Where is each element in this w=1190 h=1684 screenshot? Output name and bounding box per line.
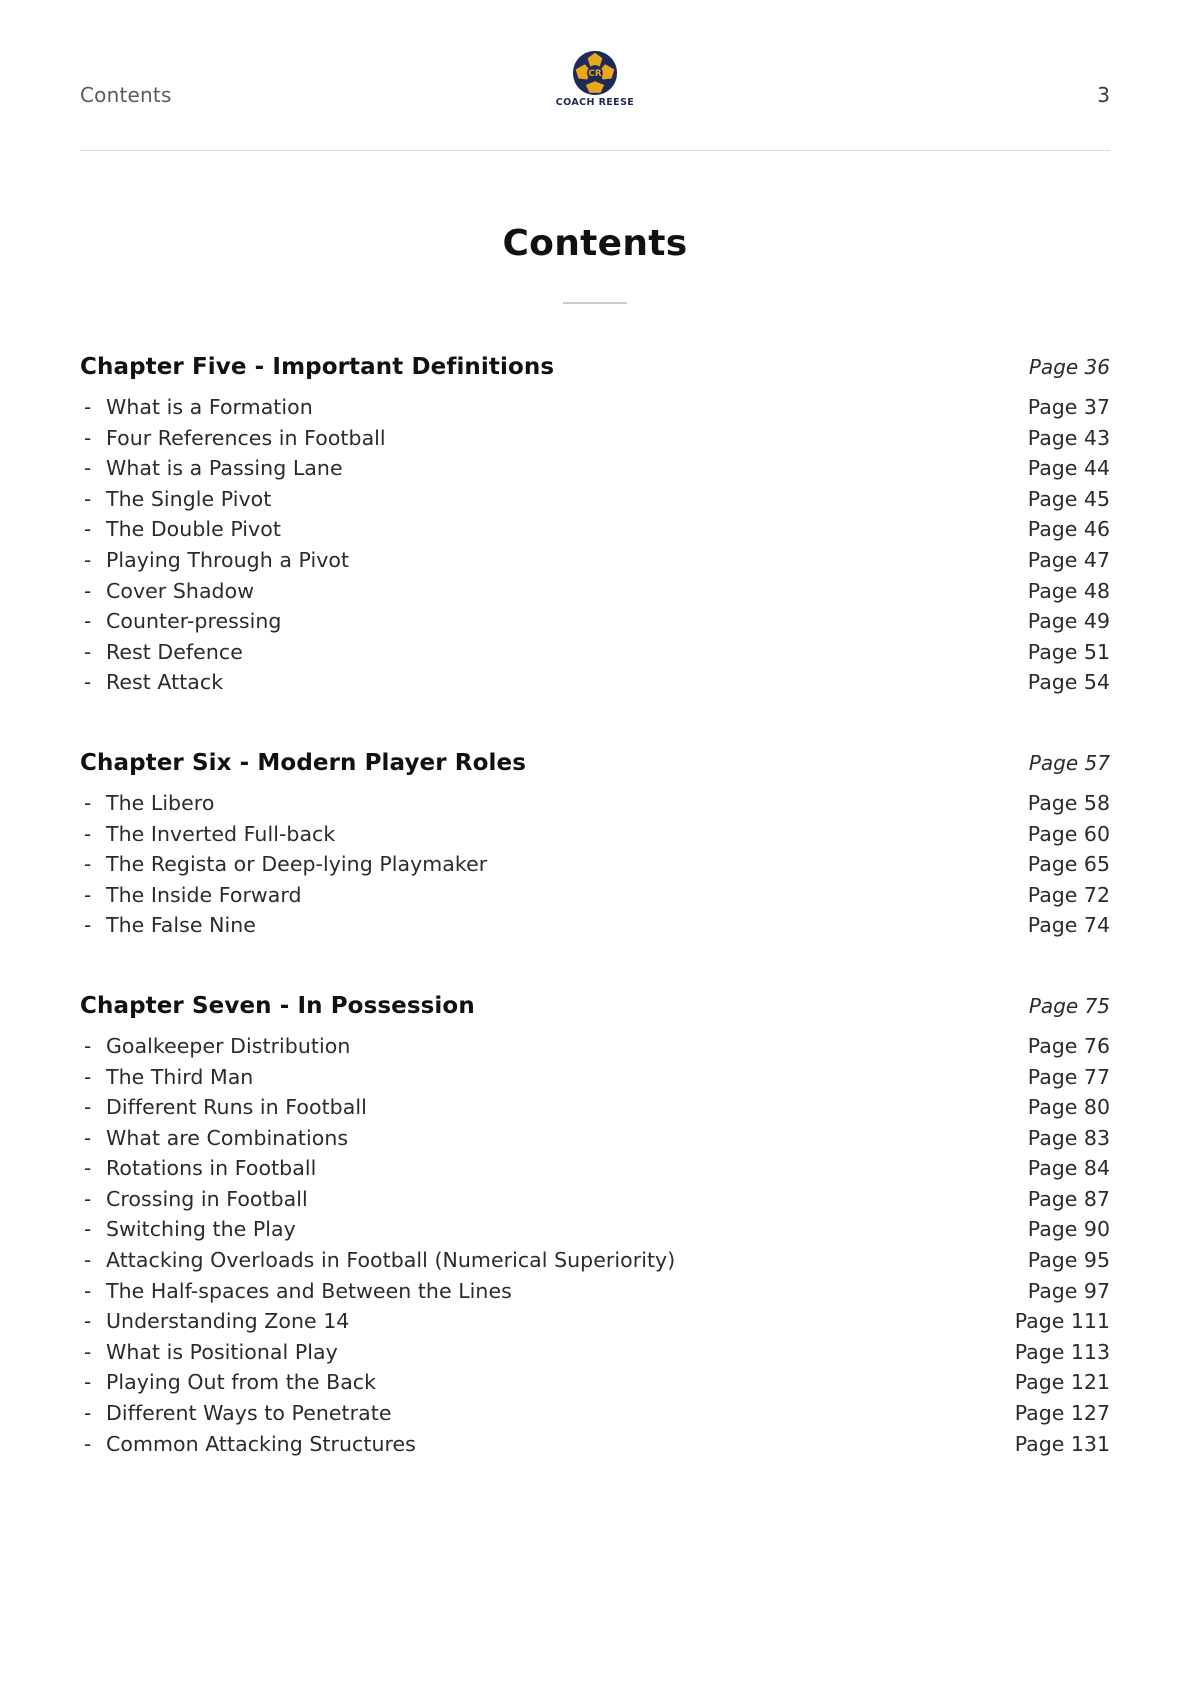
bullet-dash-icon: - — [84, 517, 92, 542]
toc-entry-label: The Half-spaces and Between the Lines — [106, 1278, 512, 1303]
toc-entry-page: Page 83 — [1027, 1125, 1110, 1150]
toc-entry-page: Page 97 — [1027, 1278, 1110, 1303]
toc-entry-page: Page 60 — [1027, 821, 1110, 846]
toc-entry-label: Counter-pressing — [106, 609, 282, 634]
toc-entry-label: The Inverted Full-back — [106, 821, 336, 846]
toc-entry-left — [80, 1337, 338, 1368]
toc-entry-left — [80, 788, 214, 819]
toc-entry-label: What is a Passing Lane — [106, 456, 343, 481]
chapter-block — [80, 993, 1110, 1459]
toc-entry-page: Page 72 — [1027, 882, 1110, 907]
bullet-dash-icon: - — [84, 639, 92, 664]
toc-entry[interactable] — [80, 1337, 1110, 1368]
chapter-entry-list — [80, 1031, 1110, 1459]
toc-entry-page: Page 65 — [1027, 852, 1110, 877]
bullet-dash-icon: - — [84, 1309, 92, 1334]
toc-entry[interactable] — [80, 484, 1110, 515]
bullet-dash-icon: - — [84, 456, 92, 481]
chapter-entry-list — [80, 392, 1110, 698]
chapter-entry-list — [80, 788, 1110, 941]
toc-entry[interactable] — [80, 1031, 1110, 1062]
toc-entry[interactable] — [80, 1245, 1110, 1276]
toc-entry-label: The Inside Forward — [106, 882, 302, 907]
toc-entry-page: Page 77 — [1027, 1064, 1110, 1089]
bullet-dash-icon: - — [84, 578, 92, 603]
toc-entry-page: Page 43 — [1027, 425, 1110, 450]
chapter-heading[interactable] — [80, 750, 1110, 776]
bullet-dash-icon: - — [84, 1064, 92, 1089]
toc-entry-left — [80, 423, 386, 454]
toc-entry-page: Page 51 — [1027, 639, 1110, 664]
toc-entry[interactable] — [80, 514, 1110, 545]
bullet-dash-icon: - — [84, 547, 92, 572]
bullet-dash-icon: - — [84, 1248, 92, 1273]
page-title: Contents — [502, 223, 688, 264]
toc-entry-label: Different Runs in Football — [106, 1095, 367, 1120]
header-section-label: Contents — [80, 83, 172, 107]
toc-entry[interactable] — [80, 606, 1110, 637]
toc-entry-page: Page 87 — [1027, 1186, 1110, 1211]
chapter-block — [80, 354, 1110, 698]
toc-entry-page: Page 95 — [1027, 1248, 1110, 1273]
bullet-dash-icon: - — [84, 395, 92, 419]
toc-entry[interactable] — [80, 1153, 1110, 1184]
toc-entry[interactable] — [80, 576, 1110, 607]
toc-entry[interactable] — [80, 1367, 1110, 1398]
toc-entry-left — [80, 1429, 416, 1460]
toc-entry-label: Rotations in Football — [106, 1156, 317, 1181]
toc-entry-label: The False Nine — [106, 913, 256, 938]
chapter-heading[interactable] — [80, 354, 1110, 380]
toc-entry[interactable] — [80, 545, 1110, 576]
bullet-dash-icon: - — [84, 486, 92, 511]
toc-entry[interactable] — [80, 1306, 1110, 1337]
toc-entry-left — [80, 849, 487, 880]
toc-entry-label: Playing Through a Pivot — [106, 547, 350, 572]
bullet-dash-icon: - — [84, 852, 92, 877]
bullet-dash-icon: - — [84, 1125, 92, 1150]
toc-entry[interactable] — [80, 880, 1110, 911]
toc-entry-label: Rest Defence — [106, 639, 243, 664]
toc-entry-page: Page 44 — [1027, 456, 1110, 481]
chapter-page-reference: Page 75 — [1028, 993, 1110, 1018]
toc-entry[interactable] — [80, 1062, 1110, 1093]
bullet-dash-icon: - — [84, 882, 92, 907]
toc-entry[interactable] — [80, 910, 1110, 941]
toc-entry-page: Page 58 — [1027, 790, 1110, 815]
toc-entry[interactable] — [80, 788, 1110, 819]
toc-entry-page: Page 47 — [1027, 547, 1110, 572]
toc-entry-left — [80, 667, 223, 698]
toc-entry-left — [80, 392, 313, 423]
bullet-dash-icon: - — [84, 1095, 92, 1120]
toc-entry[interactable] — [80, 1092, 1110, 1123]
bullet-dash-icon: - — [84, 670, 92, 695]
bullet-dash-icon: - — [84, 1217, 92, 1242]
toc-entry[interactable] — [80, 1184, 1110, 1215]
bullet-dash-icon: - — [84, 1431, 92, 1456]
toc-entry-left — [80, 819, 335, 850]
soccer-ball-icon — [572, 50, 618, 96]
toc-entry[interactable] — [80, 819, 1110, 850]
toc-entry-label: What are Combinations — [106, 1125, 349, 1150]
toc-entry-page: Page 80 — [1027, 1095, 1110, 1120]
bullet-dash-icon: - — [84, 1339, 92, 1364]
bullet-dash-icon: - — [84, 790, 92, 815]
bullet-dash-icon: - — [84, 1370, 92, 1395]
toc-entry-left — [80, 1153, 316, 1184]
toc-entry-left — [80, 453, 343, 484]
toc-entry-left — [80, 1184, 308, 1215]
toc-entry-label: Cover Shadow — [106, 578, 255, 603]
toc-entry-page: Page 48 — [1027, 578, 1110, 603]
toc-entry-label: The Regista or Deep-lying Playmaker — [106, 852, 488, 877]
bullet-dash-icon: - — [84, 425, 92, 450]
toc-entry-left — [80, 1367, 376, 1398]
toc-entry-label: The Single Pivot — [106, 486, 272, 511]
toc-entry-left — [80, 1306, 349, 1337]
toc-entry-left — [80, 880, 302, 911]
chapter-page-reference: Page 57 — [1028, 750, 1110, 775]
header-page-number: 3 — [1097, 83, 1110, 107]
chapter-heading[interactable] — [80, 993, 1110, 1019]
brand-name-label: COACH REESE — [555, 97, 635, 108]
toc-entry-page: Page 76 — [1027, 1033, 1110, 1058]
bullet-dash-icon: - — [84, 1033, 92, 1058]
toc-entry[interactable] — [80, 1276, 1110, 1307]
toc-entry[interactable] — [80, 453, 1110, 484]
toc-entry-page: Page 74 — [1027, 913, 1110, 938]
toc-entry-page: Page 113 — [1014, 1339, 1110, 1364]
toc-entry[interactable] — [80, 423, 1110, 454]
toc-entry-page: Page 84 — [1027, 1156, 1110, 1181]
toc-entry[interactable] — [80, 637, 1110, 668]
toc-entry-label: Attacking Overloads in Football (Numerical Superiority) — [106, 1248, 676, 1273]
toc-entry-page: Page 54 — [1027, 670, 1110, 695]
bullet-dash-icon: - — [84, 1278, 92, 1303]
toc-entry-page: Page 49 — [1027, 609, 1110, 634]
bullet-dash-icon: - — [84, 609, 92, 634]
toc-entry-left — [80, 545, 349, 576]
toc-entry-left — [80, 514, 281, 545]
toc-entry-left — [80, 637, 243, 668]
header-divider — [80, 150, 1110, 151]
toc-entry-label: Different Ways to Penetrate — [106, 1401, 392, 1426]
toc-entry-left — [80, 576, 254, 607]
toc-entry-label: The Third Man — [106, 1064, 254, 1089]
toc-entry-label: What is a Formation — [106, 395, 313, 419]
chapter-block — [80, 750, 1110, 941]
toc-entry-label: What is Positional Play — [106, 1339, 338, 1364]
chapter-title: Chapter Six - Modern Player Roles — [80, 749, 526, 776]
chapter-title: Chapter Seven - In Possession — [80, 992, 475, 1019]
bullet-dash-icon: - — [84, 821, 92, 846]
toc-entry-label: Understanding Zone 14 — [106, 1309, 350, 1334]
running-header — [80, 0, 1110, 134]
toc-entry-left — [80, 1031, 350, 1062]
toc-entry-left — [80, 1398, 392, 1429]
toc-entry[interactable] — [80, 849, 1110, 880]
toc-entry-left — [80, 1214, 296, 1245]
toc-entry[interactable] — [80, 1429, 1110, 1460]
bullet-dash-icon: - — [84, 1156, 92, 1181]
toc-entry[interactable] — [80, 667, 1110, 698]
chapter-page-reference: Page 36 — [1028, 355, 1110, 379]
toc-entry-page: Page 127 — [1014, 1401, 1110, 1426]
toc-entry-page: Page 46 — [1027, 517, 1110, 542]
bullet-dash-icon: - — [84, 1186, 92, 1211]
toc-entry-label: The Double Pivot — [106, 517, 281, 542]
coach-reese-logo — [547, 50, 643, 108]
bullet-dash-icon: - — [84, 1401, 92, 1426]
bullet-dash-icon: - — [84, 913, 92, 938]
toc-entry[interactable] — [80, 1398, 1110, 1429]
toc-entry[interactable] — [80, 1214, 1110, 1245]
toc-entry-left — [80, 1123, 348, 1154]
toc-entry-label: Common Attacking Structures — [106, 1431, 416, 1456]
toc-entry-left — [80, 1062, 253, 1093]
toc-entry-page: Page 111 — [1014, 1309, 1110, 1334]
toc-entry-label: Goalkeeper Distribution — [106, 1033, 351, 1058]
toc-entry-label: The Libero — [106, 790, 215, 815]
table-of-contents — [80, 354, 1110, 1459]
toc-entry-left — [80, 484, 271, 515]
toc-entry[interactable] — [80, 392, 1110, 423]
toc-entry[interactable] — [80, 1123, 1110, 1154]
toc-entry-page: Page 121 — [1014, 1370, 1110, 1395]
toc-entry-label: Rest Attack — [106, 670, 224, 695]
toc-entry-label: Crossing in Football — [106, 1186, 308, 1211]
toc-entry-label: Switching the Play — [106, 1217, 296, 1242]
toc-entry-left — [80, 910, 256, 941]
toc-entry-left — [80, 1092, 367, 1123]
chapter-title: Chapter Five - Important Definitions — [80, 354, 555, 380]
toc-entry-label: Playing Out from the Back — [106, 1370, 377, 1395]
title-divider — [563, 302, 627, 304]
toc-entry-label: Four References in Football — [106, 425, 386, 450]
toc-entry-left — [80, 606, 281, 637]
toc-entry-left — [80, 1276, 512, 1307]
toc-entry-page: Page 37 — [1027, 395, 1110, 419]
toc-entry-page: Page 131 — [1014, 1431, 1110, 1456]
toc-entry-page: Page 90 — [1027, 1217, 1110, 1242]
svg-text:CR: CR — [588, 69, 602, 80]
toc-entry-left — [80, 1245, 675, 1276]
toc-entry-page: Page 45 — [1027, 486, 1110, 511]
